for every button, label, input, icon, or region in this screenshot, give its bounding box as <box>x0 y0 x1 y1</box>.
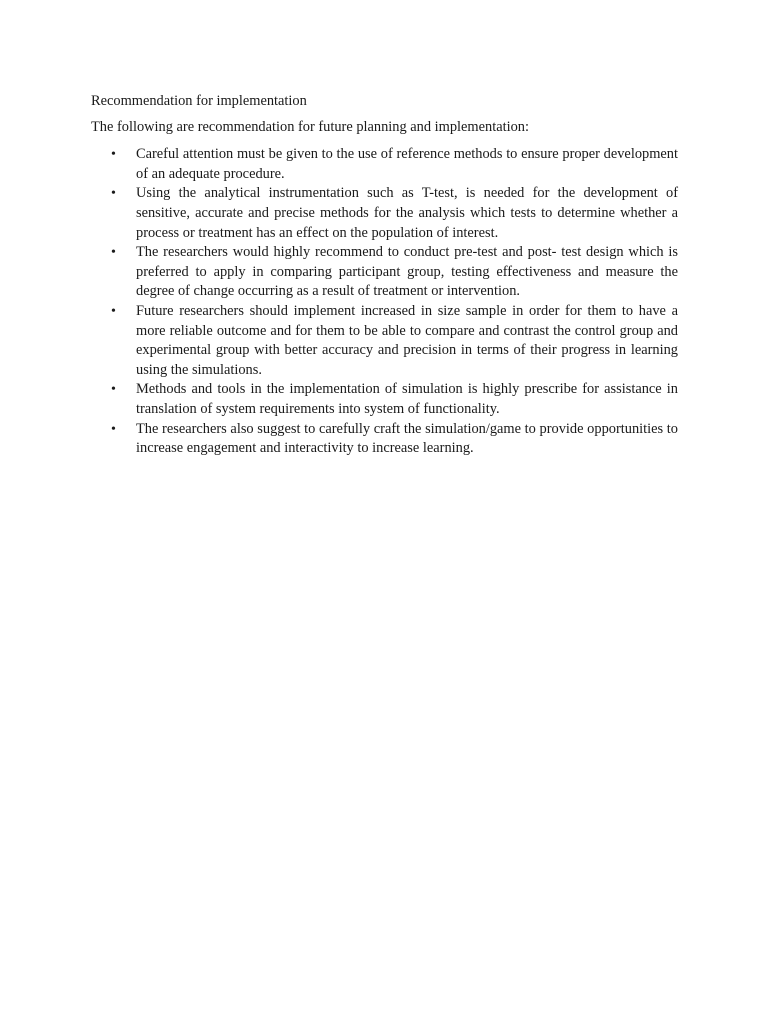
bullet-icon: • <box>111 147 116 163</box>
section-heading: Recommendation for implementation <box>91 93 307 109</box>
recommendation-text: The researchers also suggest to carefully craft the simulation/game to provide opportunities to increase engagement and interactivity to increase learning. <box>136 420 678 457</box>
recommendation-text: Methods and tools in the implementation of simulation is highly prescribe for assistance in translation of system requirements into system of functionality. <box>136 381 678 417</box>
recommendation-text: Careful attention must be given to the use of reference methods to ensure proper development of an adequate procedure. <box>136 146 678 182</box>
bullet-icon: • <box>111 382 116 398</box>
bullet-icon: • <box>111 245 116 261</box>
list-item <box>91 184 678 243</box>
recommendation-text: The researchers would highly recommend to conduct pre-test and post- test design which is preferred to apply in comparing participant group, testing effectiveness and measure the degree of change occurring as a result of treatment or intervention. <box>136 244 678 300</box>
recommendation-list <box>91 145 678 459</box>
list-item <box>91 380 678 419</box>
recommendation-text: Using the analytical instrumentation such as T-test, is needed for the development of sensitive, accurate and precise methods for the analysis which tests to determine whether a process or treatment has an effect on the population of interest. <box>136 185 678 241</box>
list-item <box>91 145 678 184</box>
intro-paragraph: The following are recommendation for future planning and implementation: <box>91 118 529 135</box>
recommendation-text: Future researchers should implement increased in size sample in order for them to have a more reliable outcome and for them to be able to compare and contrast the control group and experimental group with better accuracy and precision in terms of their progress in learning using the simulations. <box>136 302 678 378</box>
list-item <box>91 420 678 459</box>
bullet-icon: • <box>111 421 116 437</box>
bullet-icon: • <box>111 186 116 202</box>
bullet-icon: • <box>111 303 116 319</box>
list-item <box>91 302 678 380</box>
list-item <box>91 243 678 302</box>
document-page <box>91 92 678 459</box>
